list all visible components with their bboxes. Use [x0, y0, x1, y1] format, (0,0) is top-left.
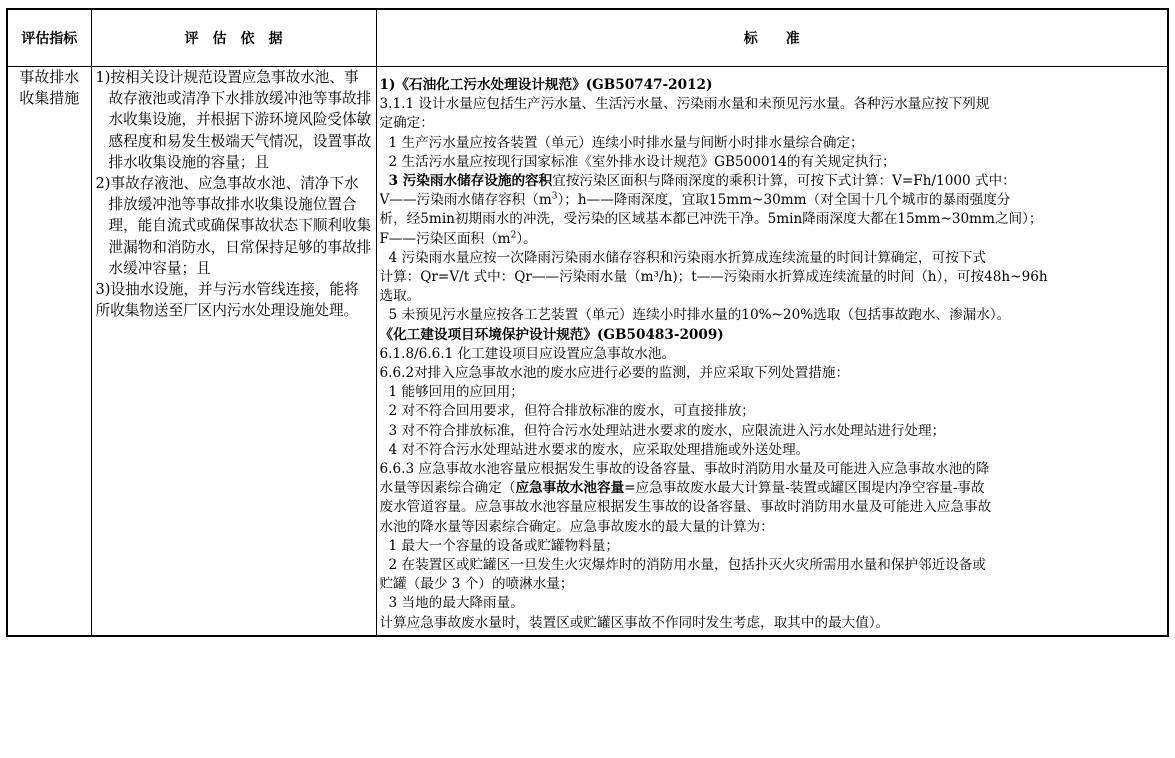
clause-6-6-3-cont-2: 废水管道容量。应急事故水池容量应根据发生事故的设备容量、事故时消防用水量及可能进入应急事故	[379, 499, 992, 516]
header-basis: 评 估 依 据	[91, 9, 376, 67]
clause-item-5: 5 未预见污水量应按各工艺装置（单元）连续小时排水量的10%~20%选取（包括事故跑水、渗漏水）。	[388, 307, 1011, 324]
clause-item-4-end: 选取。	[379, 288, 421, 305]
clause-6-6-3-item-3: 3 当地的最大降雨量。	[388, 595, 524, 612]
clause-6-1-8: 6.1.8/6.6.1 化工建设项目应设置应急事故水池。	[379, 345, 676, 362]
clause-6-6-3-pre: 水量等因素综合确定（	[379, 480, 516, 497]
basis-item-1: 1)按相关设计规范设置应急事故水池、事故存液池或清净下水排放缓冲池等事故排水收集设施，并根据下游环境风险受体敏感程度和易发生极端天气情况，设置事故排水收集设施的容量；且	[95, 69, 372, 171]
clause-item-3-v-text: V——污染雨水储存容积（m	[379, 192, 552, 209]
metric-line: 事故排水	[19, 68, 80, 86]
table-header-row	[7, 9, 1168, 67]
clause-6-6-3: 6.6.3 应急事故水池容量应根据发生事故的设备容量、事故时消防用水量及可能进入应急事故水池的降	[379, 461, 990, 478]
standard-title-1: 1)《石油化工污水处理设计规范》(GB50747-2012)	[379, 77, 713, 93]
clause-6-6-3-cont	[380, 479, 1165, 498]
clause-item-3-text: 宜按污染区面积与降雨深度的乘积计算，可按下式计算：V=Fh/1000 式中：	[552, 173, 1016, 190]
table-row	[7, 67, 1168, 636]
clause-item-3-f	[380, 230, 1165, 249]
clause-6-6-2-item-1: 1 能够回用的应回用；	[388, 384, 524, 401]
basis-item-3: 3)设抽水设施，并与污水管线连接，能将所收集物送至厂区内污水处理设施处理。	[95, 281, 359, 320]
clause-item-3-c: 析，经5min初期雨水的冲洗，受污染的区域基本都已冲洗干净。5min降雨深度大都在15mm~30mm之间）；	[379, 211, 1043, 228]
superscript-3: 3	[551, 191, 558, 202]
metric-line: 收集措施	[19, 89, 80, 107]
clause-6-6-2: 6.6.2对排入应急事故水池的废水应进行必要的监测，并应采取下列处置措施：	[379, 365, 850, 382]
superscript-2: 2	[510, 230, 517, 241]
basis-item-2: 2)事故存液池、应急事故水池、清净下水排放缓冲池等事故排水收集设施位置合理，能自流式或确保事故状态下顺利收集泄漏物和消防水，日常保持足够的事故排水缓冲容量；且	[95, 175, 372, 277]
clause-6-6-3-item-1: 1 最大一个容量的设备或贮罐物料量；	[388, 537, 619, 554]
clause-6-6-2-item-4: 4 对不符合污水处理站进水要求的废水，应采取处理措施或外送处理。	[388, 441, 810, 458]
clause-item-2: 2 生活污水量应按现行国家标准《室外排水设计规范》GB500014的有关规定执行；	[388, 153, 896, 170]
clause-item-3-h-text: ）；h——降雨深度，宜取15mm~30mm（对全国十几个城市的暴雨强度分	[557, 192, 1011, 209]
evaluation-table	[6, 8, 1169, 637]
clause-6-6-3-item-2: 2 在装置区或贮罐区一旦发生火灾爆炸时的消防用水量，包括扑灭火灾所需用水量和保护邻近设备或	[388, 557, 986, 574]
clause-6-6-3-item-2-cont: 贮罐（最少 3 个）的喷淋水量；	[379, 576, 574, 593]
metric-cell	[7, 67, 91, 636]
clause-6-6-3-end: 计算应急事故废水量时，装置区或贮罐区事故不作同时发生考虑，取其中的最大值）。	[379, 614, 890, 631]
clause-3-1-1-cont: 定确定：	[379, 115, 434, 132]
header-standard: 标 准	[376, 9, 1168, 67]
clause-item-3-bold: 3 污染雨水储存设施的容积	[388, 173, 553, 190]
clause-item-3-f-text: F——污染区面积（m	[379, 230, 511, 247]
clause-item-1: 1 生产污水量应按各装置（单元）连续小时排水量与间断小时排水量综合确定；	[388, 134, 864, 151]
clause-6-6-3-bold: 应急事故水池容量	[515, 480, 625, 497]
clause-6-6-2-item-3: 3 对不符合排放标准，但符合污水处理站进水要求的废水，应限流进入污水处理站进行处理；	[388, 422, 946, 439]
clause-item-3	[380, 172, 1165, 191]
clause-6-6-3-cont-3: 水池的降水量等因素综合确定。应急事故废水的最大量的计算为：	[379, 518, 774, 535]
clause-6-6-2-item-2: 2 对不符合回用要求，但符合排放标准的废水，可直接排放；	[388, 403, 755, 420]
clause-6-6-3-post: =应急事故废水最大计算量-装置或罐区围堤内净空容量-事故	[624, 480, 985, 497]
clause-item-3-f-end: ）。	[516, 230, 537, 247]
clause-item-4-cont: 计算：Qr=V/t 式中：Qr——污染雨水量（m³/h)；t——污染雨水折算成连续流量的时间（h），可按48h~96h	[379, 269, 1048, 286]
header-metric: 评估指标	[7, 9, 91, 67]
standard-title-2: 《化工建设项目环境保护设计规范》(GB50483-2009)	[379, 326, 724, 343]
standard-cell	[376, 67, 1168, 636]
basis-cell	[91, 67, 376, 636]
clause-item-3-v	[380, 191, 1165, 210]
clause-3-1-1: 3.1.1 设计水量应包括生产污水量、生活污水量、污染雨水量和未预见污水量。各种污水量应按下列规	[379, 96, 990, 113]
clause-item-4: 4 污染雨水量应按一次降雨污染雨水储存容积和污染雨水折算成连续流量的时间计算确定，可按下式	[388, 249, 986, 266]
